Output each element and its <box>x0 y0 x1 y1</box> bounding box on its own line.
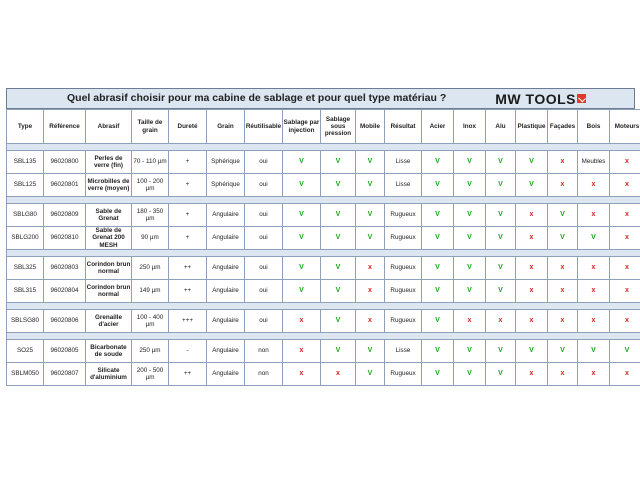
table-cell: 96020801 <box>44 174 86 197</box>
column-header: Sablage sous pression <box>321 110 356 144</box>
table-cell: Angulaire <box>207 280 245 303</box>
table-cell: V <box>283 204 321 227</box>
table-cell: x <box>516 227 548 250</box>
table-cell: 100 - 400 µm <box>132 310 169 333</box>
table-cell: non <box>245 340 283 363</box>
table-cell: x <box>454 310 486 333</box>
table-cell: Corindon brun normal <box>86 257 132 280</box>
separator-cell <box>7 144 640 151</box>
table-cell: Bicarbonate de soude <box>86 340 132 363</box>
table-cell: V <box>321 280 356 303</box>
table-cell: 100 - 200 µm <box>132 174 169 197</box>
column-header: Dureté <box>169 110 207 144</box>
table-cell: V <box>321 174 356 197</box>
table-cell: Sphérique <box>207 151 245 174</box>
table-cell: Lisse <box>385 340 422 363</box>
table-cell: V <box>486 340 516 363</box>
table-cell: 200 - 500 µm <box>132 363 169 386</box>
table-cell: Sphérique <box>207 174 245 197</box>
table-cell: V <box>422 310 454 333</box>
table-cell: Angulaire <box>207 363 245 386</box>
table-cell: SO25 <box>7 340 44 363</box>
column-header: Grain <box>207 110 245 144</box>
table-cell: x <box>578 174 610 197</box>
table-cell: Rugueux <box>385 363 422 386</box>
table-cell: SBL325 <box>7 257 44 280</box>
table-cell: V <box>283 280 321 303</box>
table-row <box>7 227 640 250</box>
table-cell: x <box>578 204 610 227</box>
table-cell: V <box>321 151 356 174</box>
table-cell: x <box>548 280 578 303</box>
table-cell: SBLG200 <box>7 227 44 250</box>
table-cell: SBL135 <box>7 151 44 174</box>
table-cell: V <box>454 151 486 174</box>
table-cell: + <box>169 151 207 174</box>
table-cell: + <box>169 227 207 250</box>
table-cell: V <box>516 151 548 174</box>
table-cell: 90 µm <box>132 227 169 250</box>
table-row <box>7 280 640 303</box>
table-cell: V <box>454 174 486 197</box>
table-cell: V <box>422 363 454 386</box>
table-cell: x <box>516 363 548 386</box>
table-cell: 96020803 <box>44 257 86 280</box>
table-cell: x <box>578 363 610 386</box>
group-separator <box>7 333 640 340</box>
table-cell: x <box>578 310 610 333</box>
table-cell: V <box>454 340 486 363</box>
group-separator <box>7 303 640 310</box>
column-header: Réutilisable <box>245 110 283 144</box>
table-cell: 96020810 <box>44 227 86 250</box>
table-cell: SBL125 <box>7 174 44 197</box>
table-cell: x <box>516 280 548 303</box>
table-cell: x <box>516 257 548 280</box>
table-row <box>7 174 640 197</box>
table-cell: x <box>610 280 640 303</box>
table-cell: V <box>356 151 385 174</box>
table-cell: x <box>610 310 640 333</box>
table-cell: + <box>169 204 207 227</box>
abrasive-table <box>6 109 640 386</box>
group-separator <box>7 250 640 257</box>
table-cell: V <box>422 204 454 227</box>
table-cell: V <box>454 257 486 280</box>
table-cell: oui <box>245 151 283 174</box>
table-cell: V <box>486 363 516 386</box>
table-cell: Rugueux <box>385 310 422 333</box>
separator-cell <box>7 250 640 257</box>
table-cell: V <box>486 151 516 174</box>
table-cell: ++ <box>169 280 207 303</box>
table-cell: Microbilles de verre (moyen) <box>86 174 132 197</box>
header-row <box>7 110 640 144</box>
table-row <box>7 340 640 363</box>
table-cell: V <box>516 340 548 363</box>
table-cell: V <box>283 151 321 174</box>
column-header: Façades <box>548 110 578 144</box>
table-cell: Grenaille d'acier <box>86 310 132 333</box>
column-header: Résultat <box>385 110 422 144</box>
table-cell: x <box>516 204 548 227</box>
table-cell: V <box>610 340 640 363</box>
table-row <box>7 151 640 174</box>
column-header: Type <box>7 110 44 144</box>
table-cell: x <box>548 363 578 386</box>
table-cell: V <box>486 174 516 197</box>
table-cell: V <box>486 280 516 303</box>
table-cell: x <box>356 280 385 303</box>
table-cell: V <box>321 204 356 227</box>
table-cell: ++ <box>169 363 207 386</box>
table-cell: x <box>610 227 640 250</box>
table-cell: V <box>321 310 356 333</box>
table-cell: Sable de Grenat <box>86 204 132 227</box>
table-cell: x <box>516 310 548 333</box>
table-cell: V <box>578 227 610 250</box>
table-cell: V <box>486 204 516 227</box>
table-cell: V <box>422 257 454 280</box>
table-row <box>7 257 640 280</box>
column-header: Sablage par injection <box>283 110 321 144</box>
table-cell: x <box>356 257 385 280</box>
table-cell: Rugueux <box>385 227 422 250</box>
table-cell: x <box>610 151 640 174</box>
table-cell: x <box>610 363 640 386</box>
table-cell: Rugueux <box>385 257 422 280</box>
table-cell: Angulaire <box>207 257 245 280</box>
table-cell: x <box>356 310 385 333</box>
table-cell: V <box>578 340 610 363</box>
table-cell: V <box>422 340 454 363</box>
table-cell: 250 µm <box>132 257 169 280</box>
column-header: Acier <box>422 110 454 144</box>
table-cell: V <box>422 227 454 250</box>
table-cell: V <box>356 204 385 227</box>
table-cell: x <box>578 280 610 303</box>
table-cell: V <box>454 227 486 250</box>
group-separator <box>7 144 640 151</box>
table-cell: V <box>486 227 516 250</box>
table-cell: x <box>610 204 640 227</box>
table-cell: V <box>454 204 486 227</box>
table-cell: Perles de verre (fin) <box>86 151 132 174</box>
table-cell: oui <box>245 280 283 303</box>
table-cell: 96020800 <box>44 151 86 174</box>
table-cell: x <box>578 257 610 280</box>
table-cell: oui <box>245 310 283 333</box>
table-title: Quel abrasif choisir pour ma cabine de sablage et pour quel type matériau ? <box>67 92 447 104</box>
brand-logo-icon <box>577 94 586 103</box>
table-cell: SBL315 <box>7 280 44 303</box>
table-cell: 70 - 110 µm <box>132 151 169 174</box>
table-cell: V <box>321 340 356 363</box>
table-row <box>7 204 640 227</box>
table-cell: Angulaire <box>207 310 245 333</box>
table-cell: x <box>548 257 578 280</box>
table-cell: V <box>486 257 516 280</box>
table-cell: x <box>283 310 321 333</box>
table-cell: V <box>422 280 454 303</box>
table-cell: 96020809 <box>44 204 86 227</box>
table-cell: V <box>356 227 385 250</box>
table-cell: oui <box>245 204 283 227</box>
table-cell: V <box>321 227 356 250</box>
table-cell: 180 - 350 µm <box>132 204 169 227</box>
table-cell: 96020807 <box>44 363 86 386</box>
abrasive-table-sheet <box>6 88 640 386</box>
table-cell: SBLM050 <box>7 363 44 386</box>
table-cell: V <box>283 227 321 250</box>
table-cell: V <box>356 340 385 363</box>
table-cell: Angulaire <box>207 340 245 363</box>
column-header: Taille de grain <box>132 110 169 144</box>
table-cell: Corindon brun normal <box>86 280 132 303</box>
table-row <box>7 310 640 333</box>
table-cell: V <box>454 280 486 303</box>
table-cell: x <box>321 363 356 386</box>
column-header: Plastique <box>516 110 548 144</box>
table-cell: 250 µm <box>132 340 169 363</box>
table-cell: V <box>321 257 356 280</box>
table-body <box>7 144 640 386</box>
column-header: Alu <box>486 110 516 144</box>
table-row <box>7 363 640 386</box>
table-cell: V <box>356 174 385 197</box>
table-cell: SBLSG80 <box>7 310 44 333</box>
column-header: Inox <box>454 110 486 144</box>
table-cell: Rugueux <box>385 204 422 227</box>
table-cell: V <box>356 363 385 386</box>
table-cell: +++ <box>169 310 207 333</box>
table-cell: ++ <box>169 257 207 280</box>
table-cell: non <box>245 363 283 386</box>
table-cell: - <box>169 340 207 363</box>
table-cell: x <box>548 310 578 333</box>
table-cell: V <box>283 174 321 197</box>
table-cell: x <box>548 174 578 197</box>
table-cell: + <box>169 174 207 197</box>
table-cell: 96020804 <box>44 280 86 303</box>
table-cell: Meubles <box>578 151 610 174</box>
table-cell: oui <box>245 174 283 197</box>
table-cell: V <box>516 174 548 197</box>
table-cell: oui <box>245 257 283 280</box>
title-bar <box>6 88 635 109</box>
column-header: Abrasif <box>86 110 132 144</box>
table-cell: Rugueux <box>385 280 422 303</box>
table-cell: x <box>486 310 516 333</box>
table-cell: V <box>454 363 486 386</box>
column-header: Mobile <box>356 110 385 144</box>
table-cell: V <box>422 151 454 174</box>
table-cell: Angulaire <box>207 204 245 227</box>
table-cell: x <box>283 363 321 386</box>
table-cell: x <box>610 174 640 197</box>
table-cell: x <box>548 151 578 174</box>
table-cell: Lisse <box>385 174 422 197</box>
table-cell: Lisse <box>385 151 422 174</box>
table-cell: Angulaire <box>207 227 245 250</box>
brand-logo: MW TOOLS <box>495 91 576 107</box>
table-cell: V <box>548 204 578 227</box>
column-header: Bois <box>578 110 610 144</box>
separator-cell <box>7 303 640 310</box>
table-cell: 96020805 <box>44 340 86 363</box>
table-cell: Silicate d'aluminium <box>86 363 132 386</box>
table-cell: V <box>548 227 578 250</box>
table-cell: x <box>610 257 640 280</box>
table-cell: 96020806 <box>44 310 86 333</box>
column-header: Moteurs <box>610 110 640 144</box>
table-cell: V <box>548 340 578 363</box>
group-separator <box>7 197 640 204</box>
separator-cell <box>7 197 640 204</box>
table-cell: V <box>283 257 321 280</box>
table-cell: V <box>422 174 454 197</box>
separator-cell <box>7 333 640 340</box>
table-cell: x <box>283 340 321 363</box>
table-cell: oui <box>245 227 283 250</box>
column-header: Référence <box>44 110 86 144</box>
table-cell: Sable de Grenat 200 MESH <box>86 227 132 250</box>
table-cell: 149 µm <box>132 280 169 303</box>
table-cell: SBLG80 <box>7 204 44 227</box>
